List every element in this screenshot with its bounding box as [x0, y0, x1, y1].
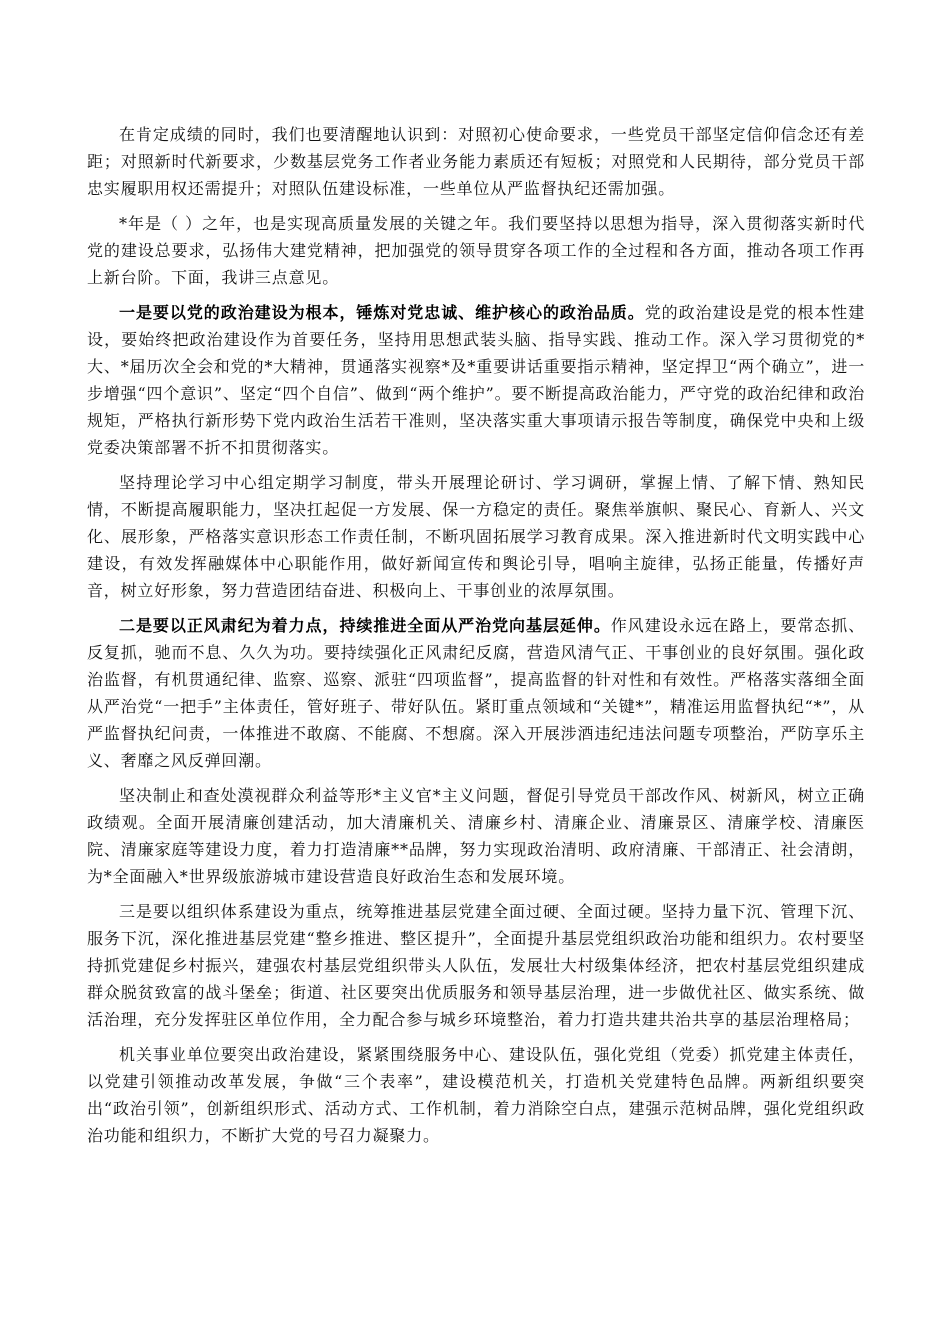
paragraph-text: 作风建设永远在路上，要常态抓、反复抓，驰而不息、久久为功。要持续强化正风肃纪反腐，营造风清气正、干事创业的良好氛围。强化政治监督，有机贯通纪律、监察、巡察、派驻“四项监督”，提高监督的针对性和有效性。严格落实落细全面从严治党“一把手”主体责任，管好班子、带好队伍。紧盯重点领域和“关键*”，精准运用监督执纪“*”，从严监督执纪问责，一体推进不敢腐、不能腐、不想腐。深入开展涉酒违纪违法问题专项整治，严防享乐主义、奢靡之风反弹回潮。 — [87, 616, 865, 770]
paragraph-text: 党的政治建设是党的根本性建设，要始终把政治建设作为首要任务，坚持用思想武装头脑、指导实践、推动工作。深入学习贯彻党的*大、*届历次全会和党的*大精神，贯通落实视察*及*重要讲话重要指示精神，坚定捍卫“两个确立”，进一步增强“四个意识”、坚定“四个自信”、做到“两个维护”。要不断提高政治能力，严守党的政治纪律和政治规矩，严格执行新形势下党内政治生活若干准则，坚决落实重大事项请示报告等制度，确保党中央和上级党委决策部署不折不扣贯彻落实。 — [87, 303, 865, 457]
paragraph-2 — [87, 210, 865, 291]
paragraph-7 — [87, 898, 865, 1033]
paragraph-text: 三是要以组织体系建设为重点，统筹推进基层党建全面过硬、全面过硬。坚持力量下沉、管理下沉、服务下沉，深化推进基层党建“整乡推进、整区提升”，全面提升基层党组织政治功能和组织力。农村要坚持抓党建促乡村振兴，建强农村基层党组织带头人队伍，发展壮大村级集体经济，把农村基层党组织建成群众脱贫致富的战斗堡垒；街道、社区要突出优质服务和领导基层治理，进一步做优社区、做实系统、做活治理，充分发挥驻区单位作用，全力配合参与城乡环境整治，着力打造共建共治共享的基层治理格局； — [87, 902, 865, 1029]
paragraph-text: *年是（ ）之年，也是实现高质量发展的关键之年。我们要坚持以思想为指导，深入贯彻落实新时代党的建设总要求，弘扬伟大建党精神，把加强党的领导贯穿各项工作的全过程和各方面，推动各项工作再上新台阶。下面，我讲三点意见。 — [87, 214, 865, 287]
paragraph-text: 在肯定成绩的同时，我们也要清醒地认识到：对照初心使命要求，一些党员干部坚定信仰信念还有差距；对照新时代新要求，少数基层党务工作者业务能力素质还有短板；对照党和人民期待，部分党员干部忠实履职用权还需提升；对照队伍建设标准，一些单位从严监督执纪还需加强。 — [87, 125, 865, 198]
paragraph-4 — [87, 469, 865, 604]
paragraph-lead-heading: 一是要以党的政治建设为根本，锤炼对党忠诚、维护核心的政治品质。 — [119, 303, 645, 322]
paragraph-3 — [87, 299, 865, 461]
paragraph-lead-heading: 二是要以正风肃纪为着力点，持续推进全面从严治党向基层延伸。 — [119, 616, 611, 635]
paragraph-text: 机关事业单位要突出政治建设，紧紧围绕服务中心、建设队伍，强化党组（党委）抓党建主体责任，以党建引领推动改革发展，争做“三个表率”，建设模范机关，打造机关党建特色品牌。两新组织要突出“政治引领”，创新组织形式、活动方式、工作机制，着力消除空白点，建强示范树品牌，强化党组织政治功能和组织力，不断扩大党的号召力凝聚力。 — [87, 1045, 865, 1145]
paragraph-text: 坚持理论学习中心组定期学习制度，带头开展理论研讨、学习调研，掌握上情、了解下情、熟知民情，不断提高履职能力，坚决扛起促一方发展、保一方稳定的责任。聚焦举旗帜、聚民心、育新人、兴文化、展形象，严格落实意识形态工作责任制，不断巩固拓展学习教育成果。深入推进新时代文明实践中心建设，有效发挥融媒体中心职能作用，做好新闻宣传和舆论引导，唱响主旋律，弘扬正能量，传播好声音，树立好形象，努力营造团结奋进、积极向上、干事创业的浓厚氛围。 — [87, 473, 865, 600]
paragraph-1 — [87, 121, 865, 202]
paragraph-8 — [87, 1041, 865, 1149]
paragraph-text: 坚决制止和查处漠视群众利益等形*主义官*主义问题，督促引导党员干部改作风、树新风，树立正确政绩观。全面开展清廉创建活动，加大清廉机关、清廉乡村、清廉企业、清廉景区、清廉学校、清廉医院、清廉家庭等建设力度，着力打造清廉**品牌，努力实现政治清明、政府清廉、干部清正、社会清朗，为*全面融入*世界级旅游城市建设营造良好政治生态和发展环境。 — [87, 786, 865, 886]
paragraph-6 — [87, 782, 865, 890]
document-body — [87, 121, 865, 1157]
paragraph-5 — [87, 612, 865, 774]
